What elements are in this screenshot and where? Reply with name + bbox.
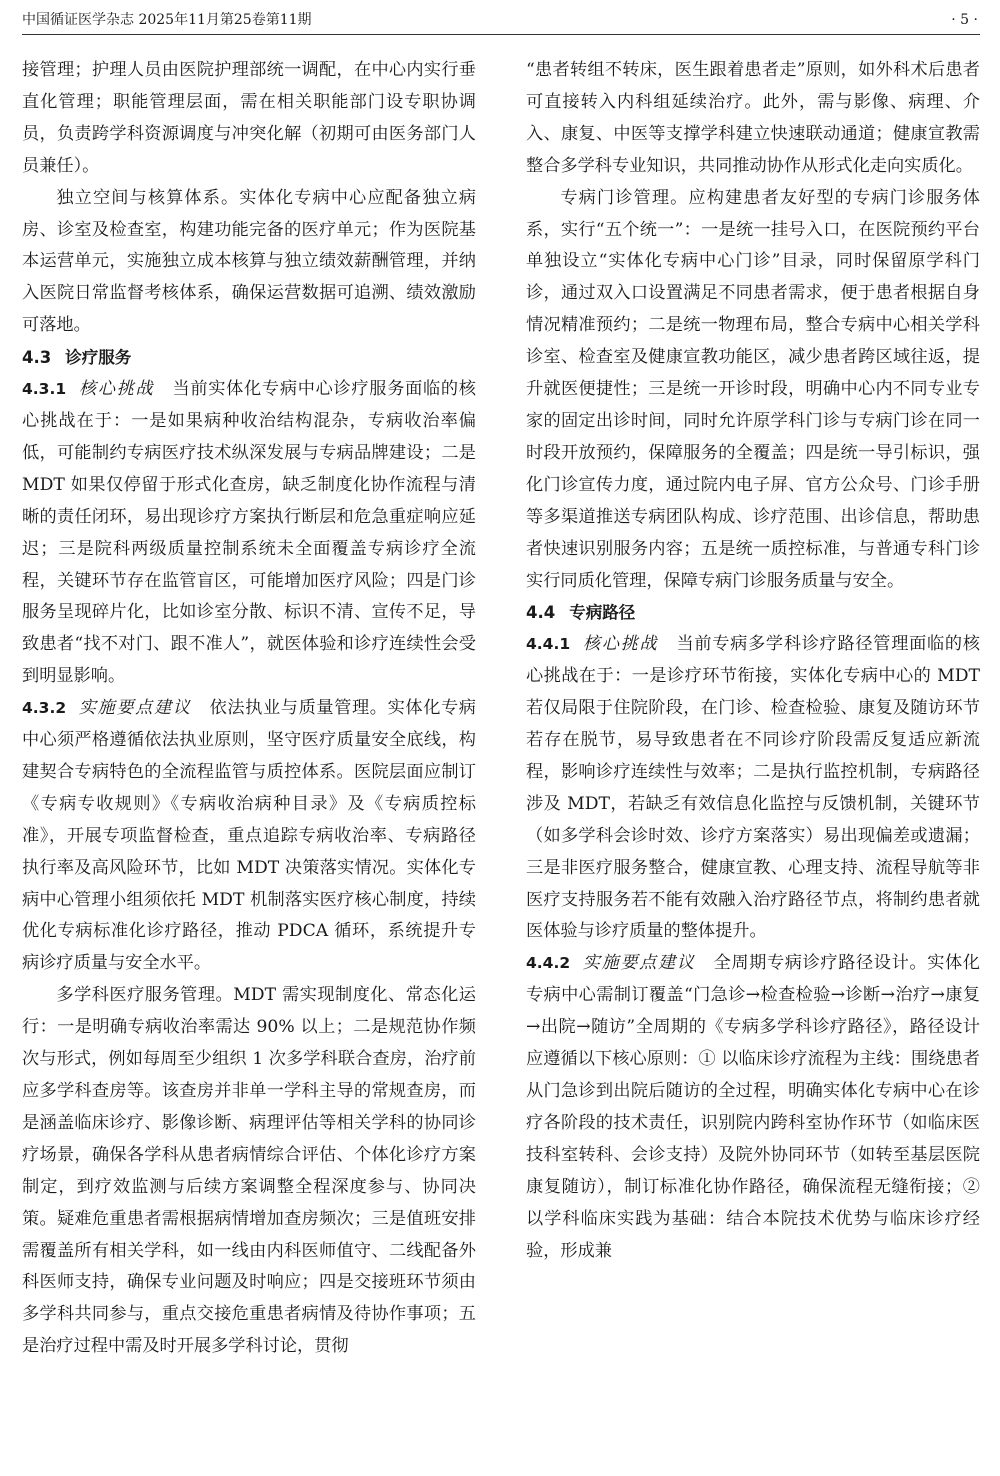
subsection-number: 4.3.2	[22, 699, 67, 718]
subsection-number: 4.4.1	[526, 635, 571, 654]
subsection-label: 核心挑战	[582, 634, 659, 655]
subsection-4-3-1	[22, 374, 476, 693]
subsection-4-4-2	[526, 948, 980, 1267]
subsection-label: 实施要点建议	[78, 698, 192, 719]
left-column	[22, 55, 476, 1363]
section-number: 4.4	[526, 603, 556, 623]
journal-title: 中国循证医学杂志 2025年11月第25卷第11期	[22, 12, 312, 28]
section-title: 诊疗服务	[65, 348, 132, 368]
paragraph-independent-space: 独立空间与核算体系。实体化专病中心应配备独立病房、诊室及检查室，构建功能完备的医疗单元；作为医院基本运营单元，实施独立成本核算与独立绩效薪酬管理，并纳入医院日常监督考核体系，确保运营数据可追溯、绩效激励可落地。	[22, 187, 476, 336]
subsection-label: 实施要点建议	[582, 953, 696, 974]
subsection-4-4-1	[526, 629, 980, 948]
subsection-text: 依法执业与质量管理。实体化专病中心须严格遵循依法执业原则，坚守医疗质量安全底线，构建契合专病特色的全流程监管与质控体系。医院层面应制订《专病专收规则》《专病收治病种目录》及《专病质控标准》，开展专项监督检查，重点追踪专病收治率、专病路径执行率及高风险环节，比如 MDT 决策落实情况。实体化专病中心管理小组须依托 MDT 机制落实医疗核心制度，持续优化专病标准化诊疗路径，推动 PDCA 循环，系统提升专病诊疗质量与安全水平。	[22, 698, 476, 974]
section-heading-4-4	[526, 597, 980, 629]
section-title: 专病路径	[569, 603, 636, 623]
paragraph-mdt-management: 多学科医疗服务管理。MDT 需实现制度化、常态化运行：一是明确专病收治率需达 90% 以上；二是规范协作频次与形式，例如每周至少组织 1 次多学科联合查房，治疗前应多学科查房等。该查房并非单一学科主导的常规查房，而是涵盖临床诊疗、影像诊断、病理评估等相关学科的协同诊疗场景，确保各学科从患者病情综合评估、个体化诊疗方案制定，到疗效监测与后续方案调整全程深度参与、协同决策。疑难危重患者需根据病情增加查房频次；三是值班安排需覆盖所有相关学科，如一线由内科医师值守、二线配备外科医师支持，确保专业问题及时响应；四是交接班环节须由多学科共同参与，重点交接危重患者病情及待协作事项；五是治疗过程中需及时开展多学科讨论，贯彻	[22, 985, 476, 1357]
paragraph-continued: 接管理；护理人员由医院护理部统一调配，在中心内实行垂直化管理；职能管理层面，需在相关职能部门设专职协调员，负责跨学科资源调度与冲突化解（初期可由医务部门人员兼任）。	[22, 60, 476, 176]
subsection-text: 全周期专病诊疗路径设计。实体化专病中心需制订覆盖“门急诊→检查检验→诊断→治疗→康复→出院→随访”全周期的《专病多学科诊疗路径》，路径设计应遵循以下核心原则：① 以临床诊疗流程为主线：围绕患者从门急诊到出院后随访的全过程，明确实体化专病中心在诊疗各阶段的技术责任，识别院内跨科室协作环节（如临床医技科室转科、会诊支持）及院外协同环节（如转至基层医院康复随访），制订标准化协作路径，确保流程无缝衔接；② 以学科临床实践为基础：结合本院技术优势与临床诊疗经验，形成兼	[526, 953, 980, 1261]
subsection-text: 当前专病多学科诊疗路径管理面临的核心挑战在于：一是诊疗环节衔接，实体化专病中心的 MDT 若仅局限于住院阶段，在门诊、检查检验、康复及随访环节若存在脱节，易导致患者在不同诊疗阶段需反复适应新流程，影响诊疗连续性与效率；二是执行监控机制，专病路径涉及 MDT，若缺乏有效信息化监控与反馈机制，关键环节（如多学科会诊时效、诊疗方案落实）易出现偏差或遗漏；三是非医疗服务整合，健康宣教、心理支持、流程导航等非医疗支持服务若不能有效融入治疗路径节点，将制约患者就医体验与诊疗质量的整体提升。	[526, 634, 980, 942]
subsection-number: 4.4.2	[526, 954, 571, 973]
running-header	[22, 10, 980, 35]
page-number: · 5 ·	[951, 12, 978, 28]
subsection-number: 4.3.1	[22, 380, 67, 399]
subsection-label: 核心挑战	[78, 379, 155, 400]
paragraph-outpatient-management: 专病门诊管理。应构建患者友好型的专病门诊服务体系，实行“五个统一”：一是统一挂号入口，在医院预约平台单独设立“实体化专病中心门诊”目录，同时保留原学科门诊，通过双入口设置满足不同患者需求，便于患者根据自身情况精准预约；二是统一物理布局，整合专病中心相关学科诊室、检查室及健康宣教功能区，减少患者跨区域往返，提升就医便捷性；三是统一开诊时段，明确中心内不同专业专家的固定出诊时间，同时允许原学科门诊与专病门诊在同一时段开放预约，保障服务的全覆盖；四是统一导引标识，强化门诊宣传力度，通过院内电子屏、官方公众号、门诊手册等多渠道推送专病团队构成、诊疗范围、出诊信息，帮助患者快速识别服务内容；五是统一质控标准，与普通专科门诊实行同质化管理，保障专病门诊服务质量与安全。	[526, 187, 980, 591]
section-number: 4.3	[22, 348, 52, 368]
right-column	[526, 55, 980, 1267]
subsection-text: 当前实体化专病中心诊疗服务面临的核心挑战在于：一是如果病种收治结构混杂，专病收治率偏低，可能制约专病医疗技术纵深发展与专病品牌建设；二是 MDT 如果仅停留于形式化查房，缺乏制度化协作流程与清晰的责任闭环，易出现诊疗方案执行断层和危急重症响应延迟；三是院科两级质量控制系统未全面覆盖专病诊疗全流程，关键环节存在监管盲区，可能增加医疗风险；四是门诊服务呈现碎片化，比如诊室分散、标识不清、宣传不足，导致患者“找不对门、跟不准人”，就医体验和诊疗连续性会受到明显影响。	[22, 379, 476, 687]
section-heading-4-3	[22, 342, 476, 374]
subsection-4-3-2	[22, 693, 476, 980]
paragraph-continued: “患者转组不转床，医生跟着患者走”原则，如外科术后患者可直接转入内科组延续治疗。此外，需与影像、病理、介入、康复、中医等支撑学科建立快速联动通道；健康宣教需整合多学科专业知识，共同推动协作从形式化走向实质化。	[526, 60, 980, 176]
